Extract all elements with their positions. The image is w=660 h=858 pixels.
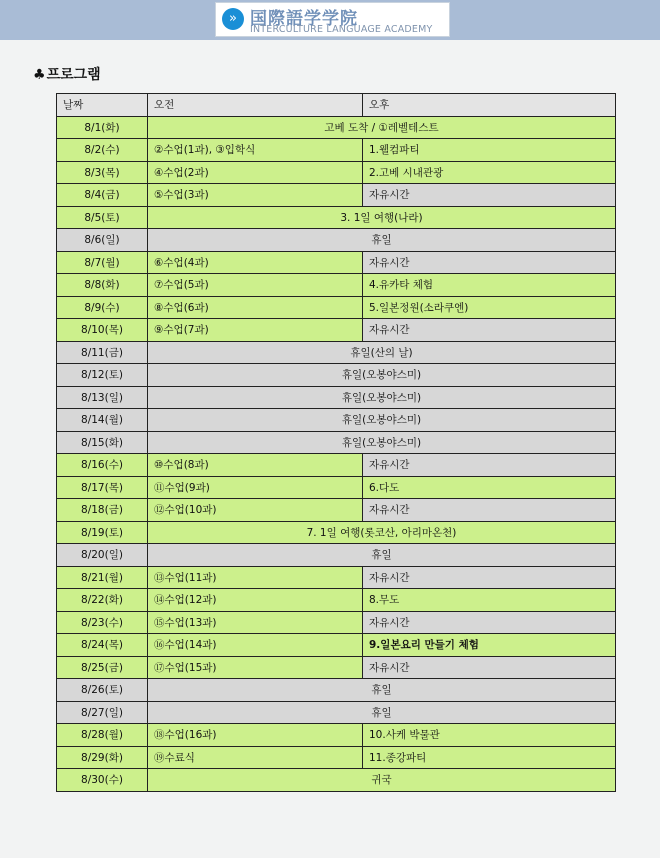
table-row bbox=[57, 161, 616, 184]
table-row bbox=[57, 431, 616, 454]
date-cell: 8/23(수) bbox=[57, 611, 148, 634]
date-cell: 8/28(월) bbox=[57, 724, 148, 747]
date-cell: 8/6(일) bbox=[57, 229, 148, 252]
am-cell: ⑧수업(6과) bbox=[148, 296, 363, 319]
date-cell: 8/7(월) bbox=[57, 251, 148, 274]
date-cell: 8/2(수) bbox=[57, 139, 148, 162]
full-day-cell: 휴일(오봉야스미) bbox=[148, 386, 616, 409]
date-cell: 8/12(토) bbox=[57, 364, 148, 387]
date-cell: 8/24(목) bbox=[57, 634, 148, 657]
date-cell: 8/22(화) bbox=[57, 589, 148, 612]
pm-cell: 자유시간 bbox=[363, 454, 616, 477]
table-row bbox=[57, 251, 616, 274]
logo-english-name: INTERCULTURE LANGUAGE ACADEMY bbox=[250, 24, 433, 35]
pm-cell: 자유시간 bbox=[363, 251, 616, 274]
full-day-cell: 휴일(산의 날) bbox=[148, 341, 616, 364]
date-cell: 8/20(일) bbox=[57, 544, 148, 567]
table-row bbox=[57, 589, 616, 612]
table-row bbox=[57, 746, 616, 769]
table-row bbox=[57, 364, 616, 387]
pm-cell: 6.다도 bbox=[363, 476, 616, 499]
am-cell: ⑦수업(5과) bbox=[148, 274, 363, 297]
am-cell: ⑨수업(7과) bbox=[148, 319, 363, 342]
table-row bbox=[57, 296, 616, 319]
date-cell: 8/13(일) bbox=[57, 386, 148, 409]
table-row bbox=[57, 319, 616, 342]
pm-cell: 자유시간 bbox=[363, 611, 616, 634]
am-cell: ⑰수업(15과) bbox=[148, 656, 363, 679]
date-cell: 8/9(수) bbox=[57, 296, 148, 319]
pm-cell: 9.일본요리 만들기 체험 bbox=[363, 634, 616, 657]
table-row bbox=[57, 386, 616, 409]
am-cell: ②수업(1과), ③입학식 bbox=[148, 139, 363, 162]
date-cell: 8/10(목) bbox=[57, 319, 148, 342]
table-row bbox=[57, 769, 616, 792]
chevron-right-circle-icon: » bbox=[222, 8, 244, 30]
full-day-cell: 휴일 bbox=[148, 229, 616, 252]
table-row bbox=[57, 454, 616, 477]
schedule-table bbox=[56, 93, 616, 792]
logo-chinese-name: 国際語学学院 bbox=[250, 9, 358, 29]
header-bar bbox=[0, 0, 660, 40]
full-day-cell: 휴일 bbox=[148, 701, 616, 724]
date-cell: 8/29(화) bbox=[57, 746, 148, 769]
date-cell: 8/27(일) bbox=[57, 701, 148, 724]
full-day-cell: 3. 1일 여행(나라) bbox=[148, 206, 616, 229]
date-cell: 8/19(토) bbox=[57, 521, 148, 544]
date-cell: 8/18(금) bbox=[57, 499, 148, 522]
pm-cell: 8.무도 bbox=[363, 589, 616, 612]
club-suit-icon: ♣ bbox=[33, 67, 46, 83]
full-day-cell: 귀국 bbox=[148, 769, 616, 792]
pm-cell: 10.사케 박물관 bbox=[363, 724, 616, 747]
full-day-cell: 고베 도착 / ①레벨테스트 bbox=[148, 116, 616, 139]
am-cell: ⑤수업(3과) bbox=[148, 184, 363, 207]
pm-cell: 자유시간 bbox=[363, 656, 616, 679]
table-row bbox=[57, 274, 616, 297]
full-day-cell: 휴일 bbox=[148, 544, 616, 567]
pm-cell: 4.유카타 체험 bbox=[363, 274, 616, 297]
table-row bbox=[57, 116, 616, 139]
table-row bbox=[57, 229, 616, 252]
date-cell: 8/30(수) bbox=[57, 769, 148, 792]
date-cell: 8/15(화) bbox=[57, 431, 148, 454]
date-cell: 8/17(목) bbox=[57, 476, 148, 499]
table-row bbox=[57, 409, 616, 432]
header-date: 날짜 bbox=[57, 94, 148, 117]
am-cell: ⑥수업(4과) bbox=[148, 251, 363, 274]
table-row bbox=[57, 139, 616, 162]
date-cell: 8/21(월) bbox=[57, 566, 148, 589]
table-row bbox=[57, 656, 616, 679]
full-day-cell: 휴일(오봉야스미) bbox=[148, 409, 616, 432]
pm-cell: 2.고베 시내관광 bbox=[363, 161, 616, 184]
table-row bbox=[57, 566, 616, 589]
full-day-cell: 휴일(오봉야스미) bbox=[148, 364, 616, 387]
table-row bbox=[57, 206, 616, 229]
pm-cell: 자유시간 bbox=[363, 499, 616, 522]
academy-logo bbox=[215, 2, 450, 37]
full-day-cell: 휴일 bbox=[148, 679, 616, 702]
pm-cell: 1.웰컴파티 bbox=[363, 139, 616, 162]
full-day-cell: 휴일(오봉야스미) bbox=[148, 431, 616, 454]
am-cell: ⑩수업(8과) bbox=[148, 454, 363, 477]
pm-cell: 11.종강파티 bbox=[363, 746, 616, 769]
date-cell: 8/14(월) bbox=[57, 409, 148, 432]
date-cell: 8/26(토) bbox=[57, 679, 148, 702]
date-cell: 8/5(토) bbox=[57, 206, 148, 229]
table-row bbox=[57, 184, 616, 207]
date-cell: 8/8(화) bbox=[57, 274, 148, 297]
table-row bbox=[57, 634, 616, 657]
full-day-cell: 7. 1일 여행(롯코산, 아리마온천) bbox=[148, 521, 616, 544]
header-am: 오전 bbox=[148, 94, 363, 117]
date-cell: 8/11(금) bbox=[57, 341, 148, 364]
pm-cell: 5.일본정원(소라쿠엔) bbox=[363, 296, 616, 319]
am-cell: ⑱수업(16과) bbox=[148, 724, 363, 747]
table-row bbox=[57, 499, 616, 522]
date-cell: 8/25(금) bbox=[57, 656, 148, 679]
table-row bbox=[57, 476, 616, 499]
pm-cell: 자유시간 bbox=[363, 184, 616, 207]
date-cell: 8/3(목) bbox=[57, 161, 148, 184]
table-row bbox=[57, 724, 616, 747]
am-cell: ⑯수업(14과) bbox=[148, 634, 363, 657]
section-title-text: 프로그램 bbox=[46, 67, 101, 83]
header-pm: 오후 bbox=[363, 94, 616, 117]
section-title bbox=[33, 64, 101, 84]
am-cell: ⑪수업(9과) bbox=[148, 476, 363, 499]
am-cell: ⑮수업(13과) bbox=[148, 611, 363, 634]
am-cell: ④수업(2과) bbox=[148, 161, 363, 184]
am-cell: ⑲수료식 bbox=[148, 746, 363, 769]
date-cell: 8/1(화) bbox=[57, 116, 148, 139]
table-header-row bbox=[57, 94, 616, 117]
table-row bbox=[57, 679, 616, 702]
am-cell: ⑭수업(12과) bbox=[148, 589, 363, 612]
am-cell: ⑫수업(10과) bbox=[148, 499, 363, 522]
table-row bbox=[57, 544, 616, 567]
table-row bbox=[57, 611, 616, 634]
pm-cell: 자유시간 bbox=[363, 319, 616, 342]
date-cell: 8/16(수) bbox=[57, 454, 148, 477]
table-row bbox=[57, 701, 616, 724]
am-cell: ⑬수업(11과) bbox=[148, 566, 363, 589]
table-row bbox=[57, 521, 616, 544]
table-row bbox=[57, 341, 616, 364]
date-cell: 8/4(금) bbox=[57, 184, 148, 207]
pm-cell: 자유시간 bbox=[363, 566, 616, 589]
